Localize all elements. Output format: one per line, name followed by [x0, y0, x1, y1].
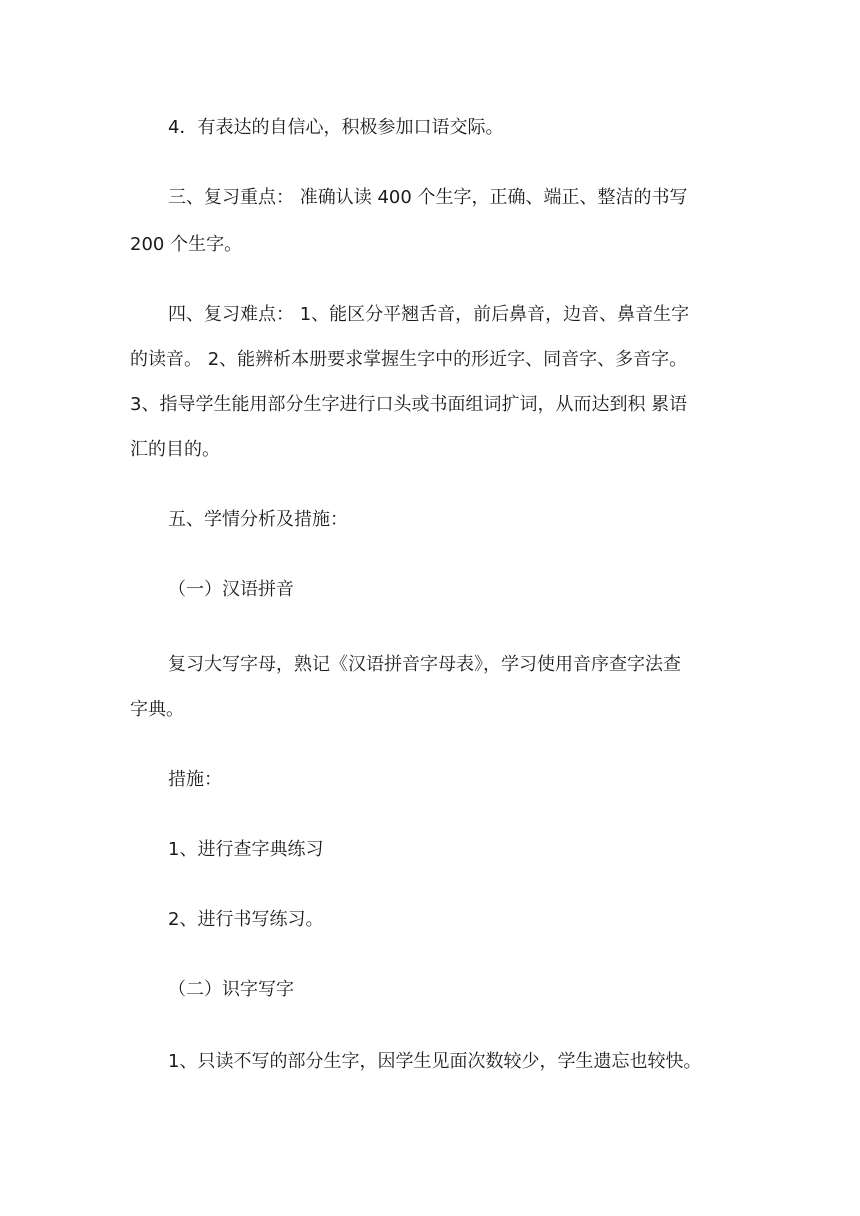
paragraph-literacy-1: 1、只读不写的部分生字，因学生见面次数较少，学生遗忘也较快。 [168, 1051, 702, 1072]
measure-item-2: 2、进行书写练习。 [168, 909, 324, 930]
measures-label: 措施： [168, 769, 222, 790]
subheading-pinyin: （一）汉语拼音 [168, 579, 294, 600]
paragraph-pinyin-cont: 字典。 [130, 699, 184, 720]
paragraph-goal-4: 4．有表达的自信心，积极参加口语交际。 [168, 117, 504, 138]
paragraph-review-focus: 三、复习重点： 准确认读 400 个生字，正确、端正、整洁的书写 [168, 187, 688, 208]
section-heading-analysis: 五、学情分析及措施： [168, 509, 348, 530]
paragraph-review-difficulty-cont-2: 3、指导学生能用部分生字进行口头或书面组词扩词，从而达到积 累语 [130, 394, 688, 415]
measure-item-1: 1、进行查字典练习 [168, 839, 324, 860]
paragraph-pinyin: 复习大写字母，熟记《汉语拼音字母表》，学习使用音序查字法查 [168, 654, 681, 675]
paragraph-review-difficulty: 四、复习难点： 1、能区分平翘舌音，前后鼻音，边音、鼻音生字 [168, 304, 690, 325]
paragraph-review-difficulty-cont-1: 的读音。 2、能辨析本册要求掌握生字中的形近字、同音字、多音字。 [130, 349, 688, 370]
paragraph-review-difficulty-cont-3: 汇的目的。 [130, 439, 220, 460]
paragraph-review-focus-cont: 200 个生字。 [130, 234, 243, 255]
subheading-literacy: （二）识字写字 [168, 979, 294, 1000]
